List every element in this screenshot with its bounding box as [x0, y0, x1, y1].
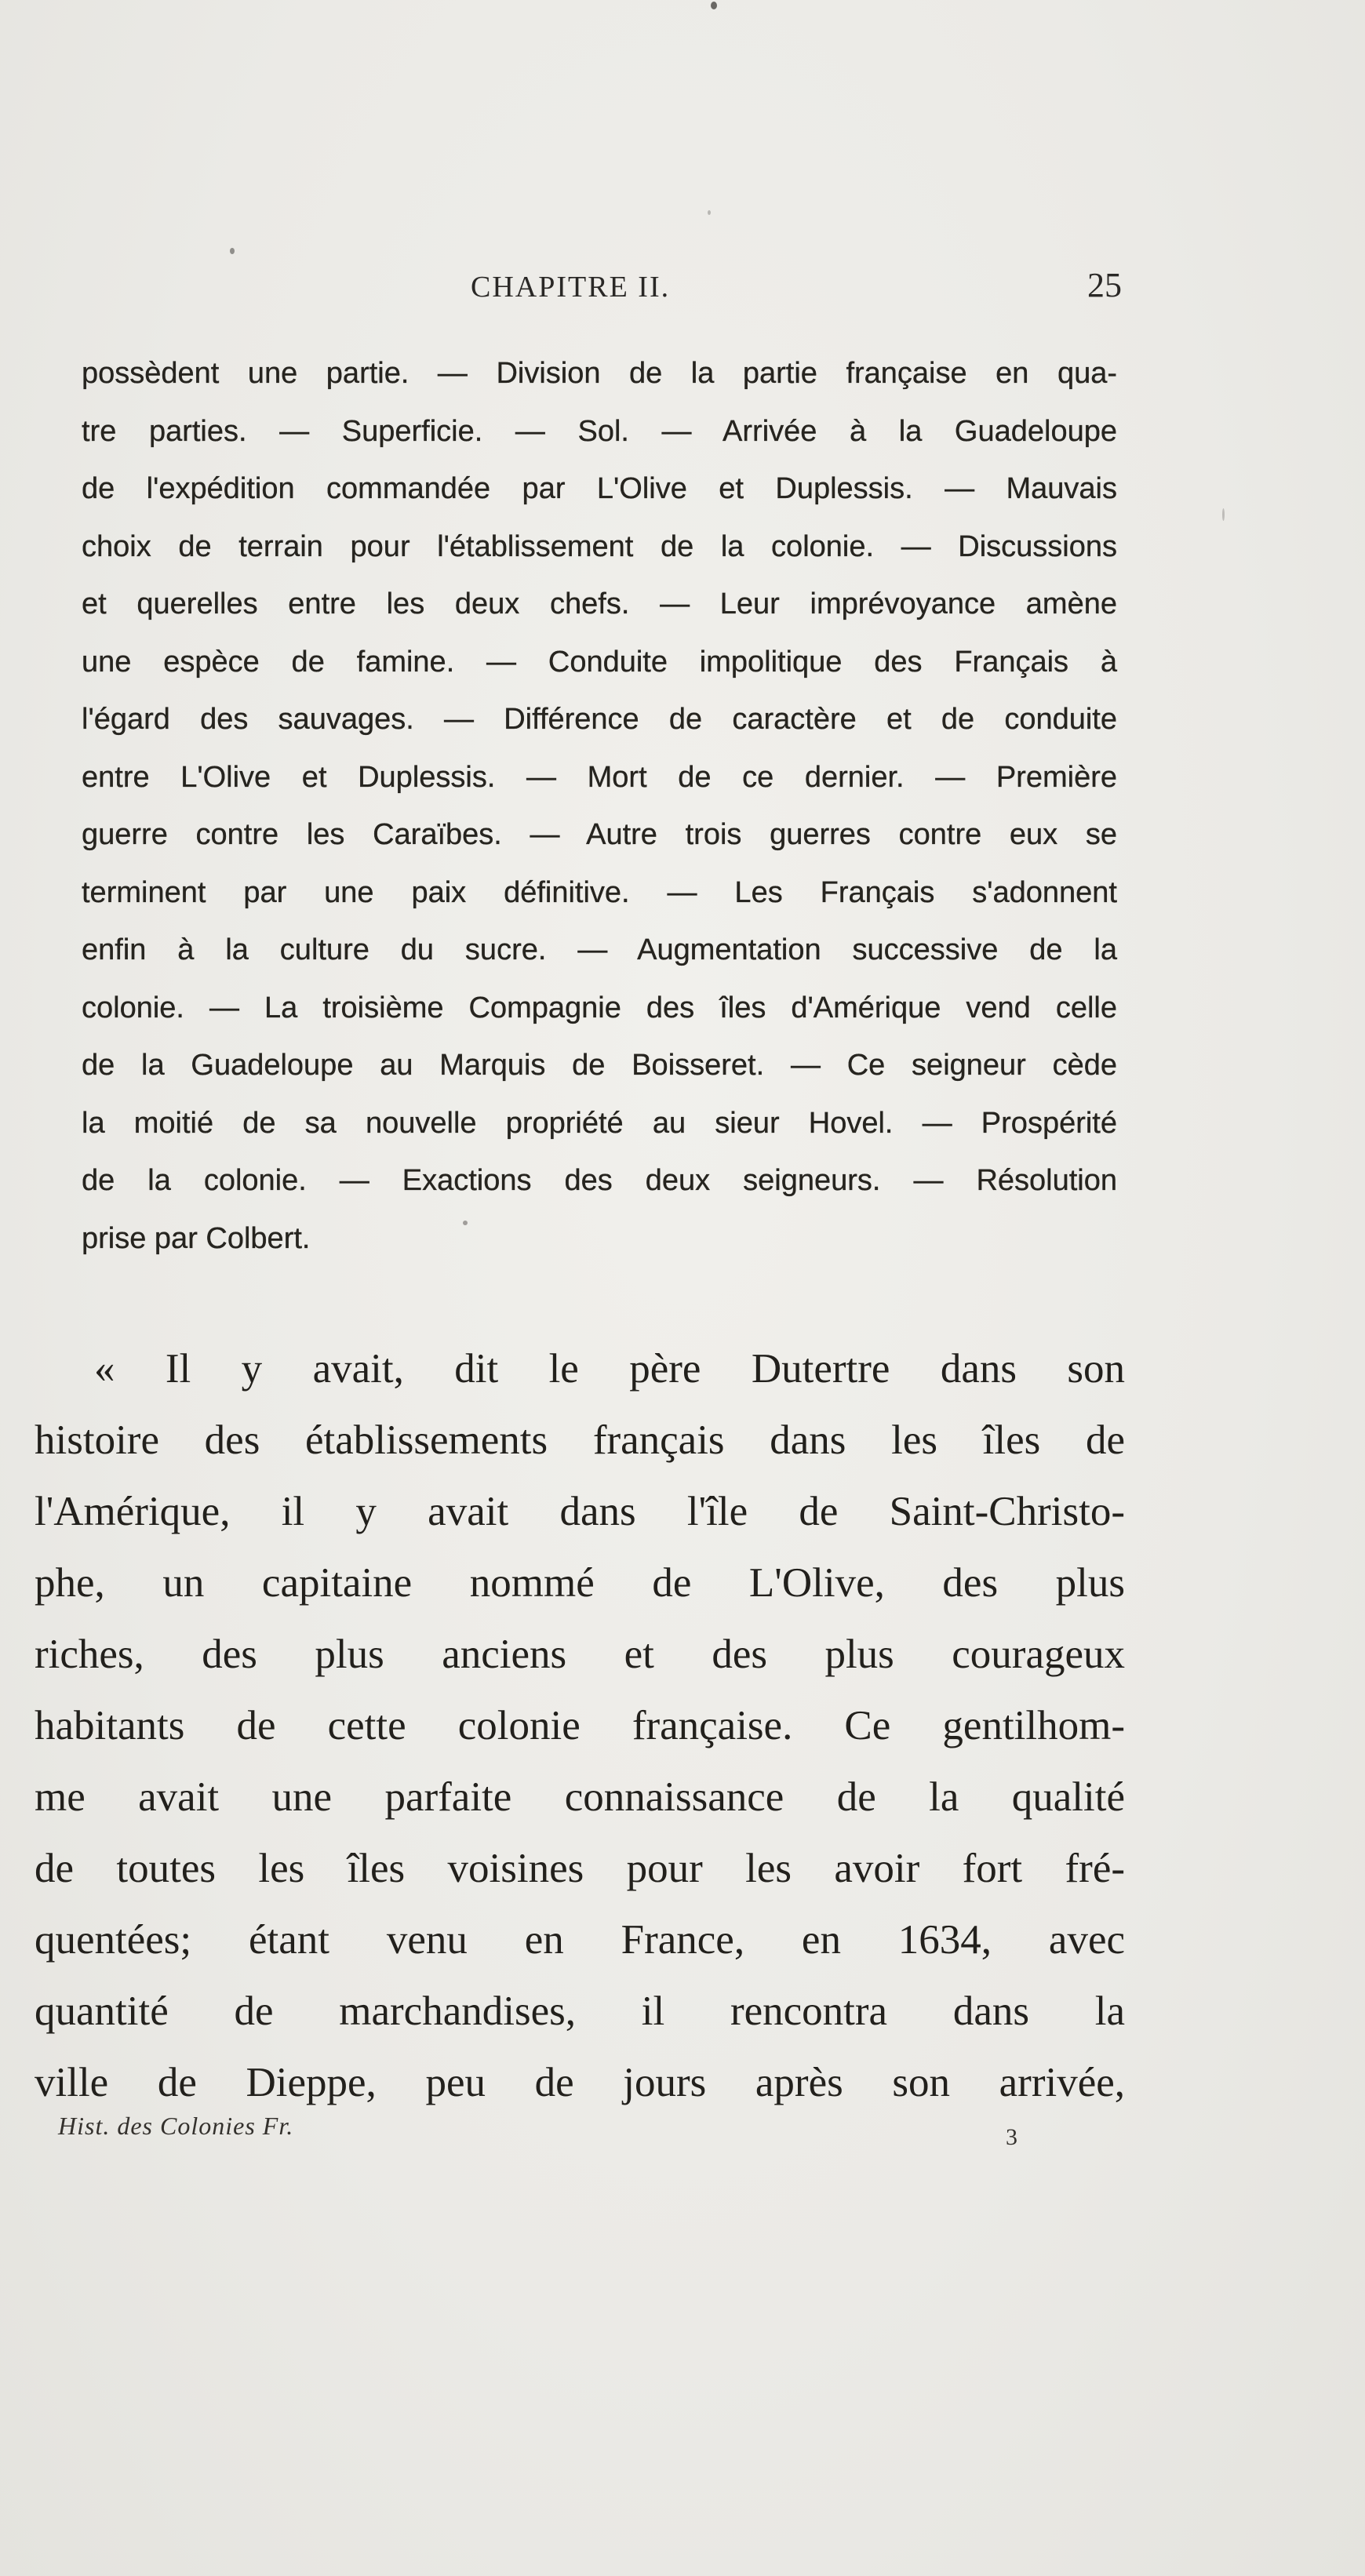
- body-paragraph: [35, 1333, 1125, 2119]
- ink-speck: [1222, 508, 1225, 521]
- summary-line: de la Guadeloupe au Marquis de Boisseret. — Ce seigneur cède: [82, 1049, 1117, 1082]
- signature-mark: 3: [1006, 2124, 1017, 2150]
- running-title: CHAPITRE II.: [471, 271, 671, 304]
- summary-line: possèdent une partie. — Division de la partie française en qua-: [82, 357, 1117, 390]
- body-line: phe, un capitaine nommé de L'Olive, des plus: [35, 1560, 1125, 1606]
- summary-line: choix de terrain pour l'établissement de la colonie. — Discussions: [82, 529, 1117, 563]
- body-line: histoire des établissements français dans les îles de: [35, 1417, 1125, 1463]
- summary-line: de l'expédition commandée par L'Olive et Duplessis. — Mauvais: [82, 472, 1117, 505]
- summary-line: la moitié de sa nouvelle propriété au sieur Hovel. — Prospérité: [82, 1106, 1117, 1140]
- body-line: quentées; étant venu en France, en 1634, avec: [35, 1917, 1125, 1963]
- summary-line: une espèce de famine. — Conduite impolitique des Français à: [82, 645, 1117, 679]
- summary-line: l'égard des sauvages. — Différence de caractère et de conduite: [82, 703, 1117, 736]
- summary-line: colonie. — La troisième Compagnie des îles d'Amérique vend celle: [82, 991, 1117, 1024]
- body-line: me avait une parfaite connaissance de la qualité: [35, 1774, 1125, 1820]
- body-line: ville de Dieppe, peu de jours après son arrivée,: [35, 2060, 1125, 2105]
- body-line: quantité de marchandises, il rencontra dans la: [35, 1988, 1125, 2034]
- summary-line: entre L'Olive et Duplessis. — Mort de ce dernier. — Première: [82, 760, 1117, 794]
- summary-line: et querelles entre les deux chefs. — Leur imprévoyance amène: [82, 588, 1117, 620]
- running-head: [78, 265, 1122, 312]
- footnote-source: Hist. des Colonies Fr.: [58, 2112, 294, 2140]
- body-line: « Il y avait, dit le père Dutertre dans son: [94, 1346, 1125, 1392]
- summary-line: guerre contre les Caraïbes. — Autre trois guerres contre eux se: [82, 818, 1117, 851]
- page-number: 25: [1087, 266, 1122, 304]
- summary-line: prise par Colbert.: [82, 1221, 311, 1255]
- ink-speck: [708, 210, 711, 215]
- ink-speck: [230, 248, 235, 254]
- summary-line: enfin à la culture du sucre. — Augmentation successive de la: [82, 933, 1117, 966]
- body-line: habitants de cette colonie française. Ce gentilhom-: [35, 1703, 1125, 1748]
- summary-line: de la colonie. — Exactions des deux seigneurs. — Résolution: [82, 1164, 1117, 1197]
- body-line: l'Amérique, il y avait dans l'île de Saint-Christo-: [35, 1489, 1125, 1534]
- summary-line: terminent par une paix définitive. — Les Français s'adonnent: [82, 875, 1117, 909]
- chapter-summary: [82, 345, 1117, 1268]
- body-line: riches, des plus anciens et des plus courageux: [35, 1632, 1125, 1677]
- body-line: de toutes les îles voisines pour les avoir fort fré-: [35, 1846, 1125, 1891]
- summary-line: tre parties. — Superficie. — Sol. — Arrivée à la Guadeloupe: [82, 414, 1117, 448]
- ink-speck: [711, 2, 717, 9]
